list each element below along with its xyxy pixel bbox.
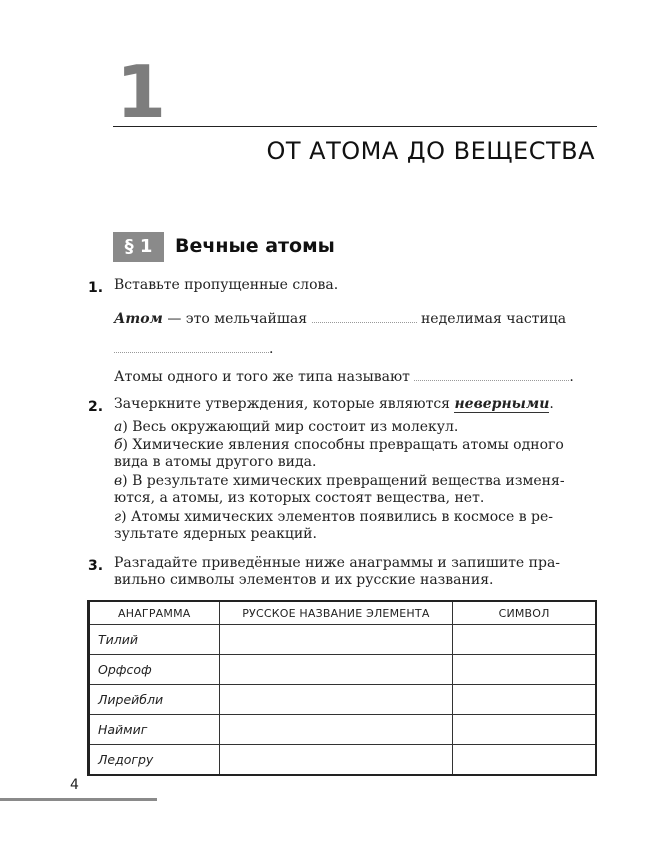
page-number: 4 xyxy=(70,777,79,793)
text-fragment: Зачеркните утверждения, которые являются xyxy=(114,396,455,412)
text-fragment: . xyxy=(569,369,574,385)
table-row xyxy=(89,745,597,776)
symbol-cell[interactable] xyxy=(453,655,596,685)
task-3 xyxy=(88,555,103,574)
russian-name-cell[interactable] xyxy=(219,625,453,655)
symbol-cell[interactable] xyxy=(453,715,596,745)
task-1-line-2 xyxy=(114,340,273,358)
text-fragment: Разгадайте приведённые ниже анаграммы и запишите пра- xyxy=(114,555,561,571)
text-fragment: неделимая частица xyxy=(416,311,567,327)
symbol-cell[interactable] xyxy=(453,625,596,655)
table-row xyxy=(89,685,597,715)
page-footer-rule xyxy=(0,798,157,801)
anagram-cell: Орфсоф xyxy=(89,655,220,685)
task-1-instruction: Вставьте пропущенные слова. xyxy=(114,277,339,293)
option-letter: а xyxy=(114,419,123,435)
task-number: 2. xyxy=(88,399,104,415)
option-g[interactable] xyxy=(114,509,553,543)
anagram-table xyxy=(87,600,597,776)
option-text: ) В результате химических превращений вещества изменя- xyxy=(122,473,565,489)
option-v[interactable] xyxy=(114,473,565,507)
anagram-cell: Наймиг xyxy=(89,715,220,745)
text-fragment: Атомы одного и того же типа называют xyxy=(114,369,415,385)
anagram-cell: Лирейбли xyxy=(89,685,220,715)
table-header-row xyxy=(89,601,597,625)
anagram-cell: Ледогру xyxy=(89,745,220,776)
text-fragment: . xyxy=(269,341,274,357)
table-row xyxy=(89,655,597,685)
chapter-title: ОТ АТОМА ДО ВЕЩЕСТВА xyxy=(266,137,595,165)
russian-name-cell[interactable] xyxy=(219,655,453,685)
option-text: вида в атомы другого вида. xyxy=(114,454,317,470)
option-a[interactable] xyxy=(114,419,458,436)
text-fragment: . xyxy=(549,396,554,412)
table-row xyxy=(89,715,597,745)
russian-name-cell[interactable] xyxy=(219,685,453,715)
text-fragment: вильно символы элементов и их русские названия. xyxy=(114,572,494,588)
emphasis-incorrect: неверными xyxy=(454,396,550,412)
symbol-cell[interactable] xyxy=(453,745,596,776)
chapter-divider xyxy=(113,126,597,127)
blank-field-2[interactable] xyxy=(114,340,269,353)
option-text: ) Весь окружающий мир состоит из молекул. xyxy=(122,419,459,435)
blank-field-1[interactable] xyxy=(312,310,417,323)
table-row xyxy=(89,625,597,655)
option-text: ) Химические явления способны превращать атомы одного xyxy=(122,437,564,453)
column-header-symbol: СИМВОЛ xyxy=(453,601,596,625)
option-text: зультате ядерных реакций. xyxy=(114,526,317,542)
section-title: Вечные атомы xyxy=(175,235,335,257)
russian-name-cell[interactable] xyxy=(219,745,453,776)
task-number: 1. xyxy=(88,280,104,296)
russian-name-cell[interactable] xyxy=(219,715,453,745)
chapter-number: 1 xyxy=(116,50,165,134)
section-badge: § 1 xyxy=(113,232,164,262)
task-1 xyxy=(88,277,103,296)
option-b[interactable] xyxy=(114,437,564,471)
option-text: ) Атомы химических элементов появились в космосе в ре- xyxy=(121,509,554,525)
column-header-anagram: АНАГРАММА xyxy=(89,601,220,625)
term-atom: Атом xyxy=(114,311,163,327)
task-1-line-3 xyxy=(114,368,574,386)
task-2-instruction xyxy=(114,396,554,413)
symbol-cell[interactable] xyxy=(453,685,596,715)
task-number: 3. xyxy=(88,558,104,574)
option-text: ются, а атомы, из которых состоят вещества, нет. xyxy=(114,490,485,506)
anagram-cell: Тилий xyxy=(89,625,220,655)
task-2 xyxy=(88,396,103,415)
column-header-russian-name: РУССКОЕ НАЗВАНИЕ ЭЛЕМЕНТА xyxy=(219,601,453,625)
text-fragment: — это мельчайшая xyxy=(162,311,312,327)
option-letter: в xyxy=(114,473,123,489)
option-letter: б xyxy=(114,437,123,453)
option-letter: г xyxy=(114,509,122,525)
blank-field-3[interactable] xyxy=(414,368,569,381)
task-3-instruction xyxy=(114,555,560,589)
task-1-line-1 xyxy=(114,310,566,328)
